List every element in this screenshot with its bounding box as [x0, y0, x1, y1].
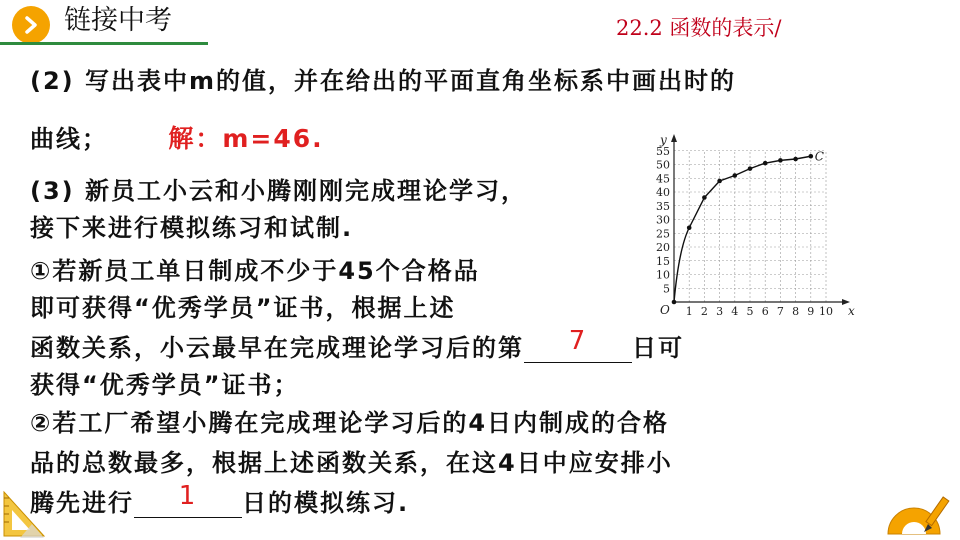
y-tick-label: 50 [656, 158, 670, 172]
question-line [30, 481, 410, 518]
x-tick-label: 6 [761, 305, 769, 318]
line-text: 函数关系，小云最早在完成理论学习后的第 [30, 334, 524, 362]
y-tick-label: 5 [663, 282, 670, 296]
answer-blank-1 [524, 326, 632, 363]
data-point [809, 154, 814, 159]
question-line: 获得“优秀学员”证书； [30, 371, 300, 399]
x-tick-label: 8 [792, 305, 800, 318]
page-title: 链接中考 [64, 5, 172, 36]
question-sub-1: ①若新员工单日制成不少于45个合格品 [30, 257, 480, 285]
y-tick-label: 30 [656, 213, 670, 227]
y-tick-label: 55 [656, 144, 670, 158]
y-tick-label: 20 [656, 241, 670, 254]
section-title: 22.2 函数的表示/ [616, 16, 782, 40]
x-tick-label: 4 [731, 305, 739, 318]
question-sub-2: ②若工厂希望小腾在完成理论学习后的4日内制成的合格 [30, 409, 670, 437]
line-text: 日的模拟练习. [242, 489, 410, 517]
y-tick-label: 15 [656, 254, 670, 268]
question-line: 品的总数最多，根据上述函数关系，在这4日中应安排小 [30, 449, 673, 477]
data-point [763, 161, 768, 166]
question-line: 接下来进行模拟练习和试制. [30, 214, 354, 242]
data-point [687, 225, 692, 230]
x-tick-label: 9 [807, 305, 815, 318]
data-point [672, 300, 677, 305]
curve-label: C [814, 149, 824, 164]
answer-1: 1 [178, 481, 198, 511]
x-axis-label: x [848, 304, 855, 318]
data-point [778, 158, 783, 163]
data-point [733, 173, 738, 178]
line-text: 腾先进行 [30, 489, 134, 517]
x-tick-label: 3 [716, 305, 724, 318]
question-part-3: (3) 新员工小云和小腾刚刚完成理论学习， [30, 177, 527, 205]
line-text: 日可 [632, 334, 684, 362]
logo-icon [12, 6, 50, 44]
y-tick-label: 40 [656, 186, 670, 199]
y-tick-label: 25 [656, 227, 670, 241]
question-part-2: (2) 写出表中m的值，并在给出的平面直角坐标系中画出时的 [30, 67, 736, 95]
data-point [748, 166, 753, 171]
x-tick-label: 7 [776, 305, 784, 318]
x-tick-label: 1 [685, 305, 693, 318]
origin-label: O [660, 303, 670, 317]
x-tick-label: 5 [746, 305, 754, 318]
y-axis-label: y [660, 134, 667, 147]
data-point [717, 179, 722, 184]
x-tick-label: 2 [700, 305, 708, 318]
ruler-decoration-icon [0, 486, 50, 540]
header [0, 0, 960, 50]
question-line: 即可获得“优秀学员”证书，根据上述 [30, 294, 456, 322]
data-point [702, 195, 707, 200]
title-underline [0, 42, 208, 45]
protractor-pencil-icon [884, 488, 956, 538]
answer-m: 解：m=46. [168, 124, 324, 153]
answer-7: 7 [568, 326, 588, 356]
y-tick-label: 35 [656, 199, 670, 213]
line-text: 曲线； [30, 125, 108, 153]
answer-blank-2 [134, 481, 242, 518]
question-line [30, 326, 684, 363]
data-point [793, 157, 798, 162]
x-tick-label: 10 [819, 305, 833, 318]
coordinate-chart [650, 134, 865, 319]
question-part-2-cont [30, 124, 324, 154]
y-axis-arrow [671, 134, 677, 142]
y-tick-label: 10 [656, 268, 670, 282]
y-tick-label: 45 [656, 172, 670, 186]
